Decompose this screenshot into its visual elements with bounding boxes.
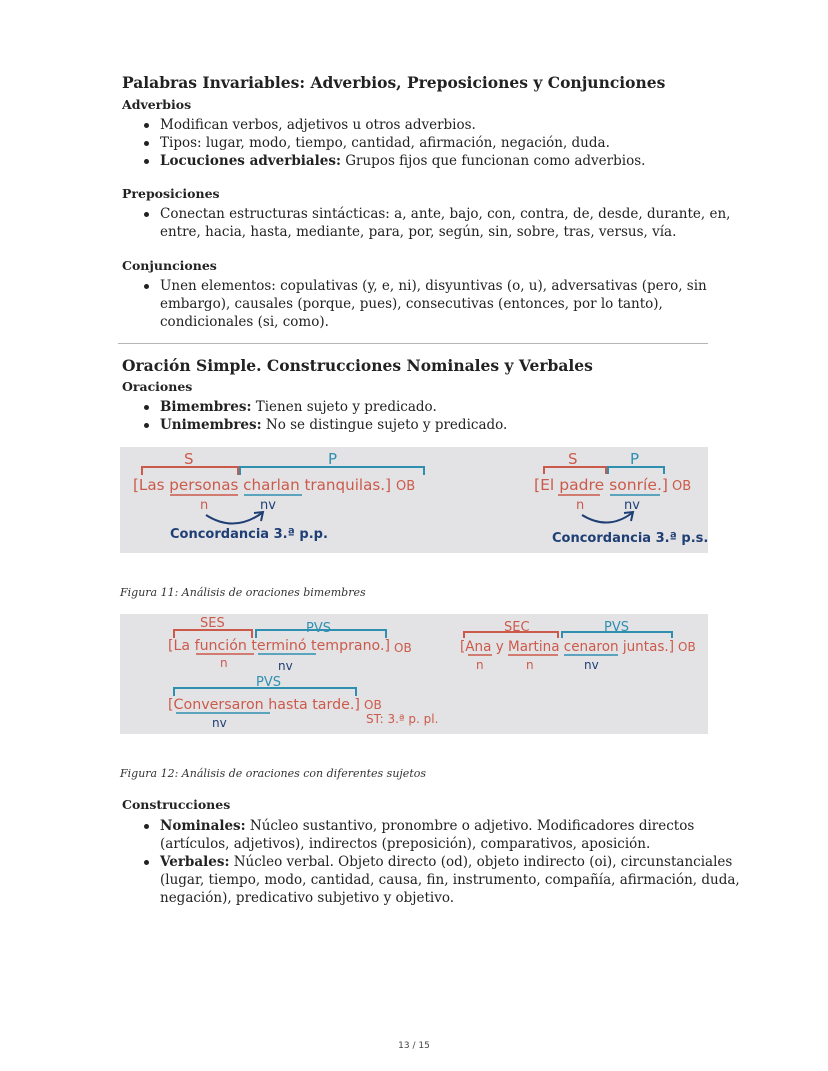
pvs-label: PVS <box>604 620 629 635</box>
figure-11-caption: Figura 11: Análisis de oraciones bimembres <box>120 586 366 599</box>
section-title-invariables: Palabras Invariables: Adverbios, Preposiciones y Conjunciones <box>122 73 666 92</box>
ob-label: OB <box>678 640 696 654</box>
nv-label: nv <box>260 498 276 513</box>
term-bold: Bimembres: <box>160 399 252 415</box>
term-definition: No se distingue sujeto y predicado. <box>261 417 508 433</box>
list-item <box>160 152 750 170</box>
ob-label: OB <box>396 479 416 494</box>
sentence-text: [Las personas charlan tranquilas.] <box>133 476 391 494</box>
subject-bracket <box>544 467 606 474</box>
predicate-bracket <box>240 467 424 475</box>
figure-12-caption: Figura 12: Análisis de oraciones con diferentes sujetos <box>120 767 427 780</box>
predicate-bracket <box>608 467 664 474</box>
heading-oraciones: Oraciones <box>122 379 193 394</box>
n-label: n <box>576 498 585 513</box>
nv-label: nv <box>278 659 293 673</box>
preposiciones-list <box>122 205 750 241</box>
heading-construcciones: Construcciones <box>122 797 231 812</box>
sentence-text: [El padre sonríe.] <box>534 476 668 494</box>
subject-label: S <box>184 450 194 468</box>
heading-preposiciones: Preposiciones <box>122 186 220 201</box>
predicate-label: P <box>328 450 338 468</box>
term-bold: Nominales: <box>160 818 246 834</box>
construcciones-list <box>122 817 750 907</box>
concordancia-label: Concordancia 3.ª p.p. <box>170 527 328 542</box>
n-label: n <box>220 656 228 670</box>
term-definition: Núcleo verbal. Objeto directo (od), objeto indirecto (oi), circunstanciales (lugar, tiempo, modo, cantidad, causa, fin, instrumento, compañía, afirmación, duda, negación), predicativo subjetivo y objetivo. <box>160 854 740 906</box>
st-label: ST: 3.ª p. pl. <box>366 712 439 726</box>
ob-label: OB <box>364 698 382 712</box>
pvs-label: PVS <box>306 621 331 636</box>
oraciones-list <box>122 398 750 434</box>
list-item: Conectan estructuras sintácticas: a, ante, bajo, con, contra, de, desde, durante, en, entre, hacia, hasta, mediante, para, por, según, sin, sobre, tras, versus, vía. <box>160 205 750 241</box>
term-bold: Verbales: <box>160 854 230 870</box>
pvs-label: PVS <box>256 675 281 690</box>
subject-label: S <box>568 450 578 468</box>
agreement-arrow <box>582 513 632 523</box>
n-label: n <box>200 498 209 513</box>
nv-label: nv <box>212 716 227 730</box>
subject-bracket <box>142 467 238 475</box>
heading-adverbios: Adverbios <box>122 97 192 112</box>
nv-label: nv <box>624 498 640 513</box>
nv-label: nv <box>584 658 599 672</box>
predicate-label: P <box>630 450 640 468</box>
list-item <box>160 398 750 416</box>
subject-bracket <box>174 630 252 638</box>
concordancia-label: Concordancia 3.ª p.s. <box>552 531 708 546</box>
figure-11-image <box>120 447 708 553</box>
sentence-text: [La función terminó temprano.] <box>168 638 390 654</box>
agreement-arrow <box>206 513 262 524</box>
term-bold: Unimembres: <box>160 417 262 433</box>
ses-label: SES <box>200 616 225 631</box>
list-item: Tipos: lugar, modo, tiempo, cantidad, afirmación, negación, duda. <box>160 134 750 152</box>
list-item: Unen elementos: copulativas (y, e, ni), disyuntivas (o, u), adversativas (pero, sin embargo), causales (porque, pues), consecutivas (entonces, por lo tanto), condicionales (si, como). <box>160 277 750 331</box>
term-definition: Tienen sujeto y predicado. <box>251 399 437 415</box>
n-label: n <box>476 658 484 672</box>
list-item <box>160 817 750 853</box>
sentence-text: [Ana y Martina cenaron juntas.] <box>460 639 674 655</box>
ob-label: OB <box>394 641 412 655</box>
heading-conjunciones: Conjunciones <box>122 258 217 273</box>
section-divider <box>118 343 708 344</box>
sentence-text: [Conversaron hasta tarde.] <box>168 697 360 713</box>
section-title-oracion-simple: Oración Simple. Construcciones Nominales y Verbales <box>122 356 593 375</box>
adverbios-list <box>122 116 750 170</box>
conjunciones-list <box>122 277 750 331</box>
term-bold: Locuciones adverbiales: <box>160 153 341 169</box>
term-definition: Grupos fijos que funcionan como adverbios. <box>340 153 646 169</box>
ob-label: OB <box>672 479 692 494</box>
page-number: 13 / 15 <box>398 1041 430 1051</box>
term-definition: Núcleo sustantivo, pronombre o adjetivo. Modificadores directos (artículos, adjetivos), indirectos (preposición), comparativos, aposición. <box>160 818 695 852</box>
figure-12-image <box>120 614 708 734</box>
list-item: Modifican verbos, adjetivos u otros adverbios. <box>160 116 750 134</box>
list-item <box>160 853 750 907</box>
list-item <box>160 416 750 434</box>
sec-label: SEC <box>504 620 530 635</box>
n-label: n <box>526 658 534 672</box>
